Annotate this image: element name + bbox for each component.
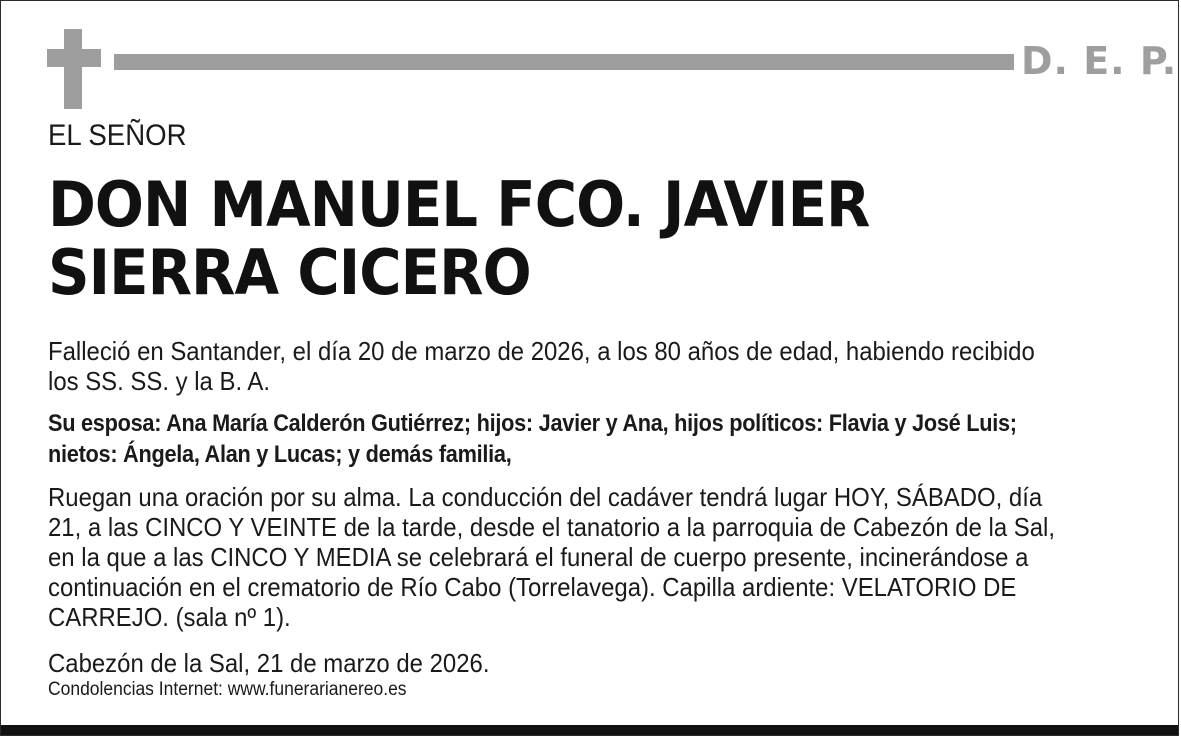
family-line: Su esposa: Ana María Calderón Gutiérrez; hijos: Javier y Ana, hijos políticos: Flavia y José Luis;: [48, 410, 1017, 437]
honorific-title: EL SEÑOR: [48, 119, 187, 152]
death-notice: [48, 336, 1035, 396]
name-line-2: SIERRA CICERO: [48, 236, 531, 309]
place-date: Cabezón de la Sal, 21 de marzo de 2026.: [48, 648, 490, 678]
service-line: continuación en el crematorio de Río Cabo (Torrelavega). Capilla ardiente: VELATORIO DE: [48, 572, 1017, 602]
deceased-name: [48, 168, 870, 309]
family-list: [48, 408, 1017, 470]
service-line: en la que a las CINCO Y MEDIA se celebrará el funeral de cuerpo presente, incinerándose a: [48, 542, 1029, 572]
cross-icon: [47, 29, 101, 109]
service-line: 21, a las CINCO Y VEINTE de la tarde, desde el tanatorio a la parroquia de Cabezón de la Sal,: [48, 512, 1056, 542]
death-notice-line: Falleció en Santander, el día 20 de marzo de 2026, a los 80 años de edad, habiendo recibido: [48, 336, 1035, 366]
service-line: Ruegan una oración por su alma. La conducción del cadáver tendrá lugar HOY, SÁBADO, día: [48, 482, 1043, 512]
name-line-1: DON MANUEL FCO. JAVIER: [48, 168, 870, 241]
family-line: nietos: Ángela, Alan y Lucas; y demás familia,: [48, 441, 512, 468]
dep-label: D. E. P.: [1021, 39, 1178, 83]
death-notice-line: los SS. SS. y la B. A.: [48, 366, 271, 396]
header-rule: [114, 54, 1014, 70]
bottom-bar: [1, 725, 1178, 735]
service-line: CARREJO. (sala nº 1).: [48, 602, 291, 632]
condolences-link[interactable]: Condolencias Internet: www.funerarianereo.es: [48, 679, 407, 700]
service-details: [48, 482, 1055, 632]
